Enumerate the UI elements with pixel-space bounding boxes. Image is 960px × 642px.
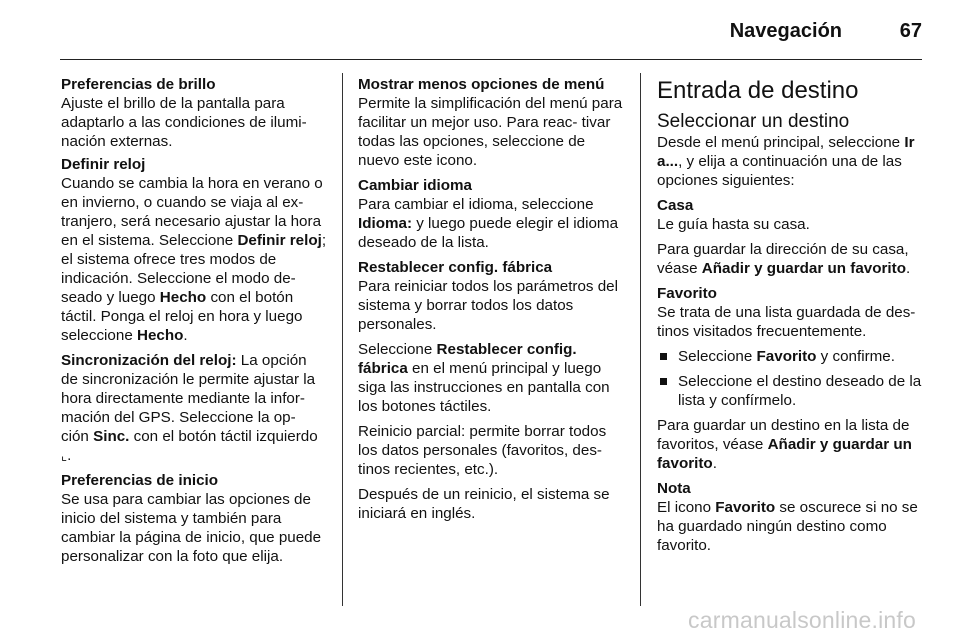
section-text: Se trata de una lista guardada de des- tinos visitados frecuentemente. [657,304,916,340]
text-run: y confirme. [816,348,895,365]
text-run: , y elija a continuación una de las opciones siguientes: [657,153,902,189]
column-divider-1 [342,73,343,606]
bold-run: Sincronización del reloj: [61,352,237,369]
column-2 [358,75,626,529]
section-text: Ajuste el brillo de la pantalla para adaptarlo a las condiciones de ilumi- nación externas. [61,95,307,150]
intro-paragraph [657,133,923,190]
list-item [657,347,923,366]
text-run: en el menú principal y luego siga las instrucciones en pantalla con los botones táctiles. [358,360,610,415]
text-run: La opción de sincronización le permite ajustar la hora directamente mediante la infor- mación del GPS. Seleccione la op- ción [61,352,316,445]
note-box [657,479,923,555]
header-title: Navegación [729,20,842,42]
section-text: Permite la simplificación del menú para facilitar un mejor uso. Para reac- tivar todas las opciones, seleccione de nuevo este icono. [358,95,623,169]
bold-run: Idioma: [358,215,413,232]
bold-run: Ir a... [657,134,915,170]
text-run: Para cambiar el idioma, seleccione [358,196,594,213]
text-run: con el botón táctil izquierdo [129,428,318,445]
section-reset-note [358,485,626,523]
text-run: Para guardar un destino en la lista de favoritos, véase [657,417,910,453]
section-factory-reset [358,258,626,334]
section-title: Definir reloj [61,156,146,173]
bold-run: Añadir y guardar un favorito [657,436,912,472]
text-run: Después de un reinicio, el sistema se iniciará en inglés. [358,486,610,522]
heading-destination-entry: Entrada de destino [657,77,859,104]
column-3 [657,75,923,561]
text-run: Cuando se cambia la hora en verano o en invierno, o cuando se viaja al ex- tranjero, será necesario ajustar la hora en el sistema. Seleccione [61,175,323,249]
text-run: se oscurece si no se ha guardado ningún destino como favorito. [657,499,918,554]
section-home-save [657,240,923,278]
section-title: Favorito [657,285,717,302]
text-run: Seleccione [678,348,757,365]
section-brightness [61,75,327,151]
section-title: Mostrar menos opciones de menú [358,76,605,93]
text-run: y luego puede elegir el idioma deseado de la lista. [358,215,619,251]
bold-run: Favorito [756,348,817,365]
bold-run: Hecho [159,289,207,306]
text-run: Para guardar la dirección de su casa, véase [657,241,909,277]
bullet-square-icon [660,353,667,360]
section-fewer-options [358,75,626,170]
page-number: 67 [899,20,922,42]
section-title: Cambiar idioma [358,177,472,194]
column-1 [61,75,327,572]
text-run: Seleccione el destino deseado de la lista y confírmelo. [678,373,922,409]
text-run: ; el sistema ofrece tres modos de indicación. Seleccione el modo de- seado y luego [61,232,327,306]
heading-select-destination: Seleccionar un destino [657,111,850,132]
section-favorites-save [657,416,923,473]
text-run: Desde el menú principal, seleccione [657,134,905,151]
bullet-square-icon [660,378,667,385]
section-title: Casa [657,197,694,214]
bold-run: Definir reloj [237,232,322,249]
text-run: con el botón táctil. Ponga el reloj en hora y luego seleccione [61,289,303,344]
section-home [657,196,923,234]
text-run: Seleccione [358,341,437,358]
section-favorites [657,284,923,341]
text-run: . [905,260,911,277]
text-run: . [183,327,188,344]
favorites-steps [657,347,923,410]
section-clock-sync [61,351,327,465]
note-title: Nota [657,480,691,497]
column-divider-2 [640,73,641,606]
section-clock [61,155,327,345]
bold-run: Sinc. [93,428,130,445]
section-title: Preferencias de brillo [61,76,216,93]
section-partial-reset [358,422,626,479]
text-run: El icono [657,499,716,516]
bold-run: Añadir y guardar un favorito [701,260,906,277]
list-item [657,372,923,410]
header-rule [60,59,922,60]
bold-run: Restablecer config. fábrica [358,341,577,377]
section-text: Le guía hasta su casa. [657,216,810,233]
section-title: Restablecer config. fábrica [358,259,553,276]
softkey-left-icon: ⌞ [61,448,68,463]
text-run: . [712,455,717,472]
section-factory-reset-steps [358,340,626,416]
bold-run: Favorito [715,499,776,516]
section-title: Preferencias de inicio [61,472,219,489]
bold-run: Hecho [136,327,184,344]
section-startup [61,471,327,566]
text-run: . [67,447,72,464]
section-text: Se usa para cambiar las opciones de inicio del sistema y también para cambiar la página de inicio, que puede personalizar con la foto que elija. [61,491,322,565]
section-language [358,176,626,252]
text-run: Reinicio parcial: permite borrar todos los datos personales (favoritos, des- tinos recientes, etc.). [358,423,607,478]
section-text: Para reiniciar todos los parámetros del sistema y borrar todos los datos personales. [358,278,618,333]
watermark: carmanualsonline.info [688,607,916,633]
